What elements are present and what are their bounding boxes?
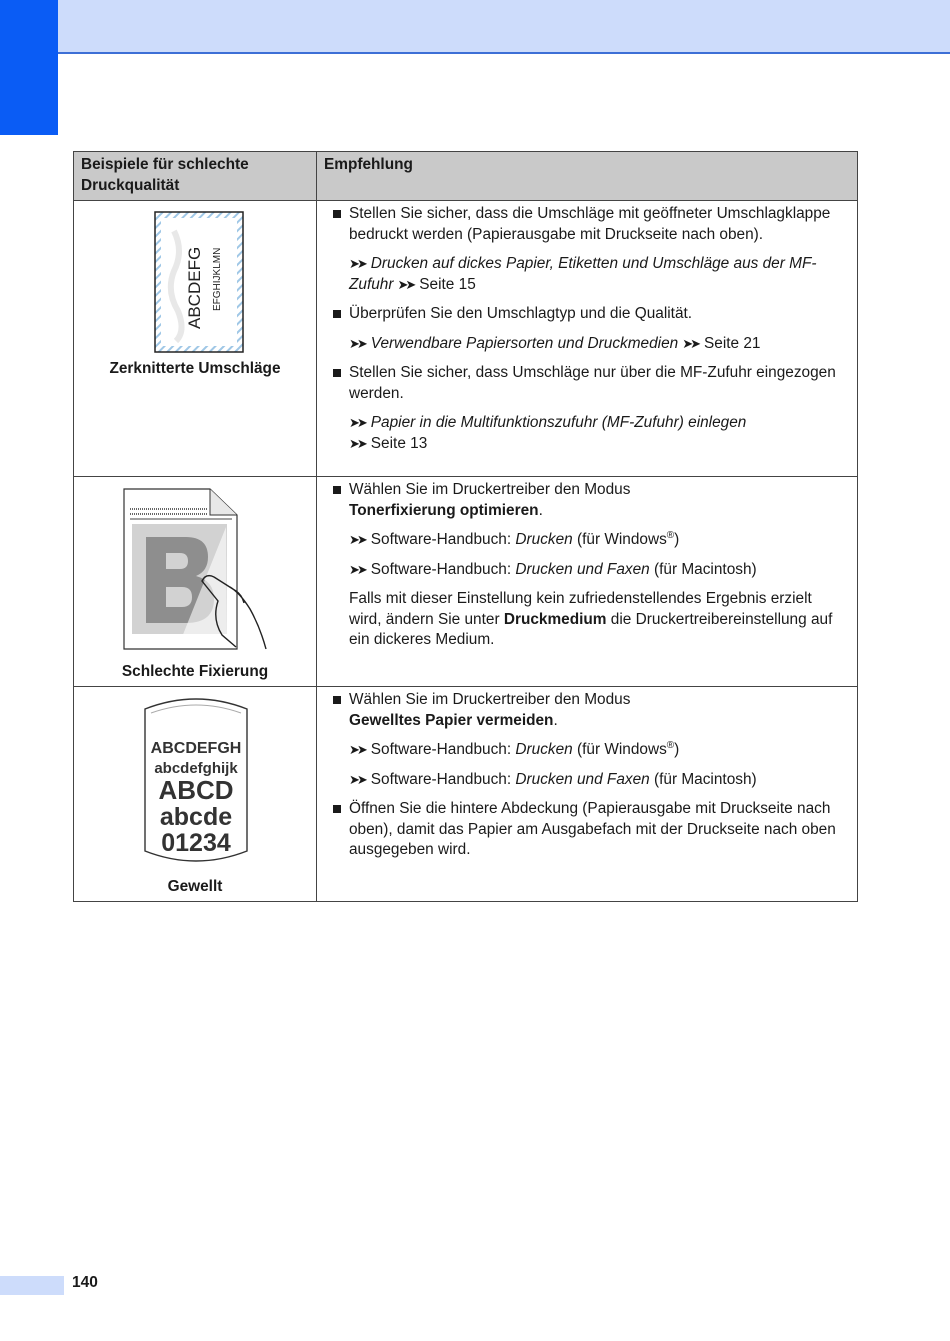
cross-reference[interactable]: ➤➤ Software-Handbuch: Drucken und Faxen (für Macintosh) xyxy=(349,560,757,578)
troubleshooting-table xyxy=(73,151,858,902)
poor-fixing-illustration xyxy=(122,487,272,657)
header-band xyxy=(0,0,950,54)
cross-reference[interactable]: ➤➤ Drucken auf dickes Papier, Etiketten und Umschläge aus der MF-Zufuhr ➤➤ Seite 15 xyxy=(349,255,817,293)
example-caption: Schlechte Fixierung xyxy=(121,663,269,680)
crumpled-envelope-illustration xyxy=(154,211,244,353)
curl-line-5: 01234 xyxy=(161,829,231,857)
recommendation-cell xyxy=(317,477,858,687)
table-row xyxy=(74,687,858,902)
double-arrow-icon: ➤➤ xyxy=(349,742,365,757)
double-arrow-icon: ➤➤ xyxy=(349,771,365,787)
curl-line-1: ABCDEFGH xyxy=(150,740,242,757)
curl-line-3: ABCD xyxy=(158,775,234,805)
cross-reference[interactable]: ➤➤ Software-Handbuch: Drucken und Faxen (für Macintosh) xyxy=(349,770,757,788)
bullet-item: Stellen Sie sicher, dass Umschläge nur über die MF-Zufuhr eingezogen werden. xyxy=(331,363,847,404)
double-arrow-icon: ➤➤ xyxy=(349,415,365,430)
bullet-item: Stellen Sie sicher, dass die Umschläge mit geöffneter Umschlagklappe bedruckt werden (Papierausgabe mit Druckseite nach oben). xyxy=(331,204,847,245)
example-caption: Zerknitterte Umschläge xyxy=(109,360,281,377)
cross-reference[interactable]: ➤➤ Verwendbare Papiersorten und Druckmedien ➤➤ Seite 21 xyxy=(349,334,761,352)
bullet-item: Wählen Sie im Druckertreiber den Modus Gewelltes Papier vermeiden. xyxy=(331,690,847,731)
note-paragraph: Falls mit dieser Einstellung kein zufriedenstellendes Ergebnis erzielt wird, ändern Sie unter Druckmedium die Druckertreibereinstellung auf ein dickeres Medium. xyxy=(349,590,833,648)
double-arrow-icon: ➤➤ xyxy=(682,335,699,351)
chapter-tab xyxy=(0,0,58,135)
column-header-recommendation: Empfehlung xyxy=(317,152,858,201)
double-arrow-icon: ➤➤ xyxy=(397,276,414,292)
double-arrow-icon: ➤➤ xyxy=(349,335,365,351)
bullet-item: Wählen Sie im Druckertreiber den Modus Tonerfixierung optimieren. xyxy=(331,480,847,521)
double-arrow-icon: ➤➤ xyxy=(349,561,365,577)
table-header-row xyxy=(74,152,858,201)
bullet-item: Öffnen Sie die hintere Abdeckung (Papierausgabe mit Druckseite nach oben), damit das Papier am Ausgabefach mit der Druckseite nach oben ausgegeben wird. xyxy=(331,799,847,861)
envelope-text-large: ABCDEFG xyxy=(185,246,204,329)
example-cell xyxy=(74,687,317,902)
double-arrow-icon: ➤➤ xyxy=(349,256,365,271)
cross-reference[interactable]: ➤➤ Software-Handbuch: Drucken (für Windows®) xyxy=(349,529,680,548)
double-arrow-icon: ➤➤ xyxy=(349,532,365,547)
double-arrow-icon: ➤➤ xyxy=(349,435,365,451)
driver-mode-name: Tonerfixierung optimieren xyxy=(349,501,539,519)
cross-reference[interactable]: ➤➤ Papier in die Multifunktionszufuhr (MF-Zufuhr) einlegen ➤➤ Seite 13 xyxy=(349,414,747,452)
column-header-examples: Beispiele für schlechte Druckqualität xyxy=(74,152,317,201)
cross-reference[interactable]: ➤➤ Software-Handbuch: Drucken (für Windows®) xyxy=(349,739,680,758)
curl-line-2: abcdefghijk xyxy=(154,760,238,777)
example-cell xyxy=(74,477,317,687)
recommendation-cell xyxy=(317,201,858,477)
table-row xyxy=(74,201,858,477)
driver-mode-name: Gewelltes Papier vermeiden xyxy=(349,711,554,729)
curl-line-4: abcde xyxy=(159,803,233,831)
example-cell xyxy=(74,201,317,477)
example-caption: Gewellt xyxy=(167,878,223,895)
envelope-text-small: EFGHIJKLMN xyxy=(212,247,223,311)
footer-band xyxy=(0,1276,64,1295)
bullet-item: Überprüfen Sie den Umschlagtyp und die Qualität. xyxy=(331,304,847,325)
recommendation-cell xyxy=(317,687,858,902)
table-row xyxy=(74,477,858,687)
curled-paper-illustration xyxy=(141,695,251,867)
page-number: 140 xyxy=(72,1274,98,1291)
